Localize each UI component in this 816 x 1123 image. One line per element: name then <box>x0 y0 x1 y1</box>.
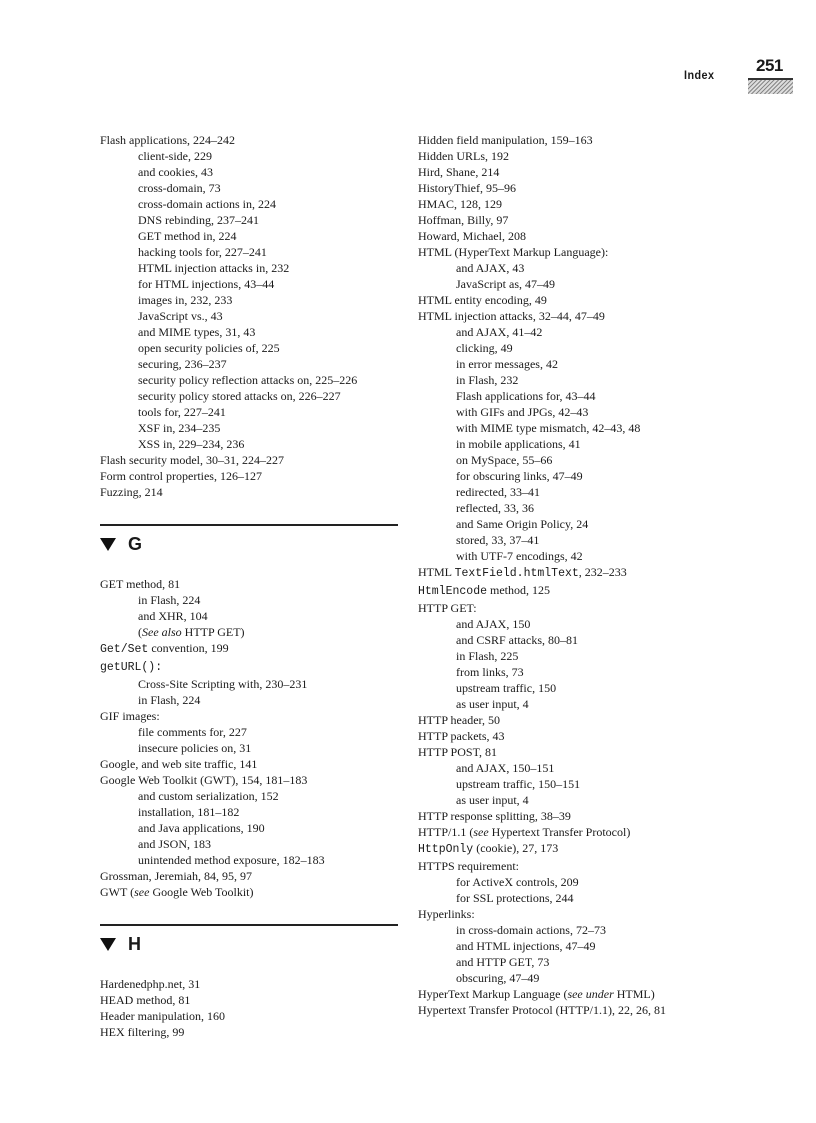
index-subentry: hacking tools for, 227–241 <box>138 245 267 259</box>
index-entry: Grossman, Jeremiah, 84, 95, 97 <box>100 869 252 883</box>
index-subentry: and XHR, 104 <box>138 609 208 623</box>
index-entry: HTTP POST, 81 <box>418 745 498 759</box>
section-heading-h <box>100 924 398 962</box>
index-entry: HtmlEncode method, 125 <box>418 583 551 598</box>
index-subentry: and Same Origin Policy, 24 <box>456 517 589 531</box>
index-block-f <box>100 132 410 500</box>
index-entry: HTML (HyperText Markup Language): <box>418 245 609 259</box>
index-subentry: with MIME type mismatch, 42–43, 48 <box>456 421 641 435</box>
index-subentry: cross-domain, 73 <box>138 181 221 195</box>
index-subentry: as user input, 4 <box>456 793 529 807</box>
index-subentry: DNS rebinding, 237–241 <box>138 213 259 227</box>
index-subentry: cross-domain actions in, 224 <box>138 197 276 211</box>
index-entry: HTTP packets, 43 <box>418 729 505 743</box>
index-entry: HTTPS requirement: <box>418 859 519 873</box>
running-head-title: Index <box>684 68 715 82</box>
index-subentry: obscuring, 47–49 <box>456 971 540 985</box>
index-subentry: in Flash, 224 <box>138 693 201 707</box>
index-entry: HTML injection attacks, 32–44, 47–49 <box>418 309 605 323</box>
index-subentry: upstream traffic, 150–151 <box>456 777 581 791</box>
index-subentry: unintended method exposure, 182–183 <box>138 853 325 867</box>
triangle-icon <box>100 938 116 951</box>
index-subentry: with UTF-7 encodings, 42 <box>456 549 583 563</box>
index-subentry: and MIME types, 31, 43 <box>138 325 256 339</box>
index-subentry: GET method in, 224 <box>138 229 237 243</box>
index-subentry: and AJAX, 43 <box>456 261 525 275</box>
index-subentry: client-side, 229 <box>138 149 212 163</box>
section-letter-h: H <box>128 934 141 954</box>
index-subentry: for obscuring links, 47–49 <box>456 469 583 483</box>
index-entry: Fuzzing, 214 <box>100 485 163 499</box>
index-subentry: from links, 73 <box>456 665 524 679</box>
index-entry: HMAC, 128, 129 <box>418 197 503 211</box>
index-entry: Header manipulation, 160 <box>100 1009 225 1023</box>
index-subentry: and HTTP GET, 73 <box>456 955 550 969</box>
section-letter-g: G <box>128 534 143 554</box>
index-column-left <box>100 132 410 1040</box>
index-entry: Hidden URLs, 192 <box>418 149 509 163</box>
index-entry: HTML TextField.htmlText, 232–233 <box>418 565 627 580</box>
index-entry: Hidden field manipulation, 159–163 <box>418 133 593 147</box>
index-entry: HyperText Markup Language (see under HTML) <box>418 987 655 1001</box>
section-heading-g <box>100 524 398 562</box>
index-subentry: in mobile applications, 41 <box>456 437 581 451</box>
index-subentry: securing, 236–237 <box>138 357 227 371</box>
index-subentry: and AJAX, 150 <box>456 617 531 631</box>
index-subentry: JavaScript as, 47–49 <box>456 277 555 291</box>
index-subentry: images in, 232, 233 <box>138 293 233 307</box>
index-entry: Hardenedphp.net, 31 <box>100 977 201 991</box>
index-entry: GWT (see Google Web Toolkit) <box>100 885 254 899</box>
page-number: 251 <box>756 56 783 75</box>
index-entry: Google Web Toolkit (GWT), 154, 181–183 <box>100 773 308 787</box>
index-subentry: HTML injection attacks in, 232 <box>138 261 290 275</box>
index-entry: HttpOnly (cookie), 27, 173 <box>418 841 559 856</box>
page-number-decoration <box>748 78 793 94</box>
index-subentry: clicking, 49 <box>456 341 513 355</box>
page-header <box>0 56 816 96</box>
index-block-g <box>100 576 410 900</box>
index-subentry: Cross-Site Scripting with, 230–231 <box>138 677 308 691</box>
index-subentry: and AJAX, 41–42 <box>456 325 543 339</box>
index-subentry: in Flash, 232 <box>456 373 519 387</box>
index-entry: Hyperlinks: <box>418 907 475 921</box>
index-subentry: in error messages, 42 <box>456 357 558 371</box>
index-entry: getURL(): <box>100 661 163 674</box>
index-subentry: and custom serialization, 152 <box>138 789 279 803</box>
index-subentry: on MySpace, 55–66 <box>456 453 553 467</box>
index-subentry: Flash applications for, 43–44 <box>456 389 596 403</box>
index-subentry: for SSL protections, 244 <box>456 891 574 905</box>
index-entry: HEX filtering, 99 <box>100 1025 185 1039</box>
index-subentry: and HTML injections, 47–49 <box>456 939 596 953</box>
index-entry: HEAD method, 81 <box>100 993 191 1007</box>
index-subentry: for ActiveX controls, 209 <box>456 875 579 889</box>
index-subentry: in Flash, 224 <box>138 593 201 607</box>
index-entry: Howard, Michael, 208 <box>418 229 526 243</box>
index-entry: Get/Set convention, 199 <box>100 641 229 656</box>
index-subentry: JavaScript vs., 43 <box>138 309 223 323</box>
index-entry: HTML entity encoding, 49 <box>418 293 547 307</box>
index-subentry: stored, 33, 37–41 <box>456 533 540 547</box>
index-subentry: as user input, 4 <box>456 697 529 711</box>
triangle-icon <box>100 538 116 551</box>
index-subentry: file comments for, 227 <box>138 725 247 739</box>
index-subentry: (See also HTTP GET) <box>138 625 245 639</box>
index-entry: Flash applications, 224–242 <box>100 133 235 147</box>
index-entry: HTTP GET: <box>418 601 477 615</box>
index-subentry: open security policies of, 225 <box>138 341 280 355</box>
index-entry: Form control properties, 126–127 <box>100 469 262 483</box>
index-subentry: and cookies, 43 <box>138 165 213 179</box>
index-subentry: upstream traffic, 150 <box>456 681 557 695</box>
index-entry: GIF images: <box>100 709 160 723</box>
index-entry: Hoffman, Billy, 97 <box>418 213 509 227</box>
index-subentry: and JSON, 183 <box>138 837 212 851</box>
index-entry: Hird, Shane, 214 <box>418 165 500 179</box>
index-subentry: security policy reflection attacks on, 225–226 <box>138 373 358 387</box>
index-subentry: tools for, 227–241 <box>138 405 226 419</box>
index-entry: HistoryThief, 95–96 <box>418 181 516 195</box>
index-entry: HTTP/1.1 (see Hypertext Transfer Protocol) <box>418 825 631 839</box>
index-subentry: for HTML injections, 43–44 <box>138 277 275 291</box>
index-subentry: XSF in, 234–235 <box>138 421 221 435</box>
index-subentry: with GIFs and JPGs, 42–43 <box>456 405 589 419</box>
index-subentry: and CSRF attacks, 80–81 <box>456 633 578 647</box>
index-subentry: security policy stored attacks on, 226–227 <box>138 389 341 403</box>
index-subentry: in Flash, 225 <box>456 649 519 663</box>
index-entry: HTTP response splitting, 38–39 <box>418 809 571 823</box>
index-subentry: and AJAX, 150–151 <box>456 761 555 775</box>
index-subentry: redirected, 33–41 <box>456 485 540 499</box>
index-entry: Flash security model, 30–31, 224–227 <box>100 453 284 467</box>
index-subentry: insecure policies on, 31 <box>138 741 252 755</box>
index-subentry: in cross-domain actions, 72–73 <box>456 923 606 937</box>
index-entry: Hypertext Transfer Protocol (HTTP/1.1), 22, 26, 81 <box>418 1003 666 1017</box>
index-subentry: XSS in, 229–234, 236 <box>138 437 245 451</box>
index-entry: Google, and web site traffic, 141 <box>100 757 258 771</box>
index-block-h <box>100 976 410 1040</box>
index-subentry: reflected, 33, 36 <box>456 501 534 515</box>
index-subentry: installation, 181–182 <box>138 805 240 819</box>
index-entry: HTTP header, 50 <box>418 713 501 727</box>
index-entry: GET method, 81 <box>100 577 181 591</box>
index-column-right <box>418 132 728 1018</box>
index-subentry: and Java applications, 190 <box>138 821 265 835</box>
